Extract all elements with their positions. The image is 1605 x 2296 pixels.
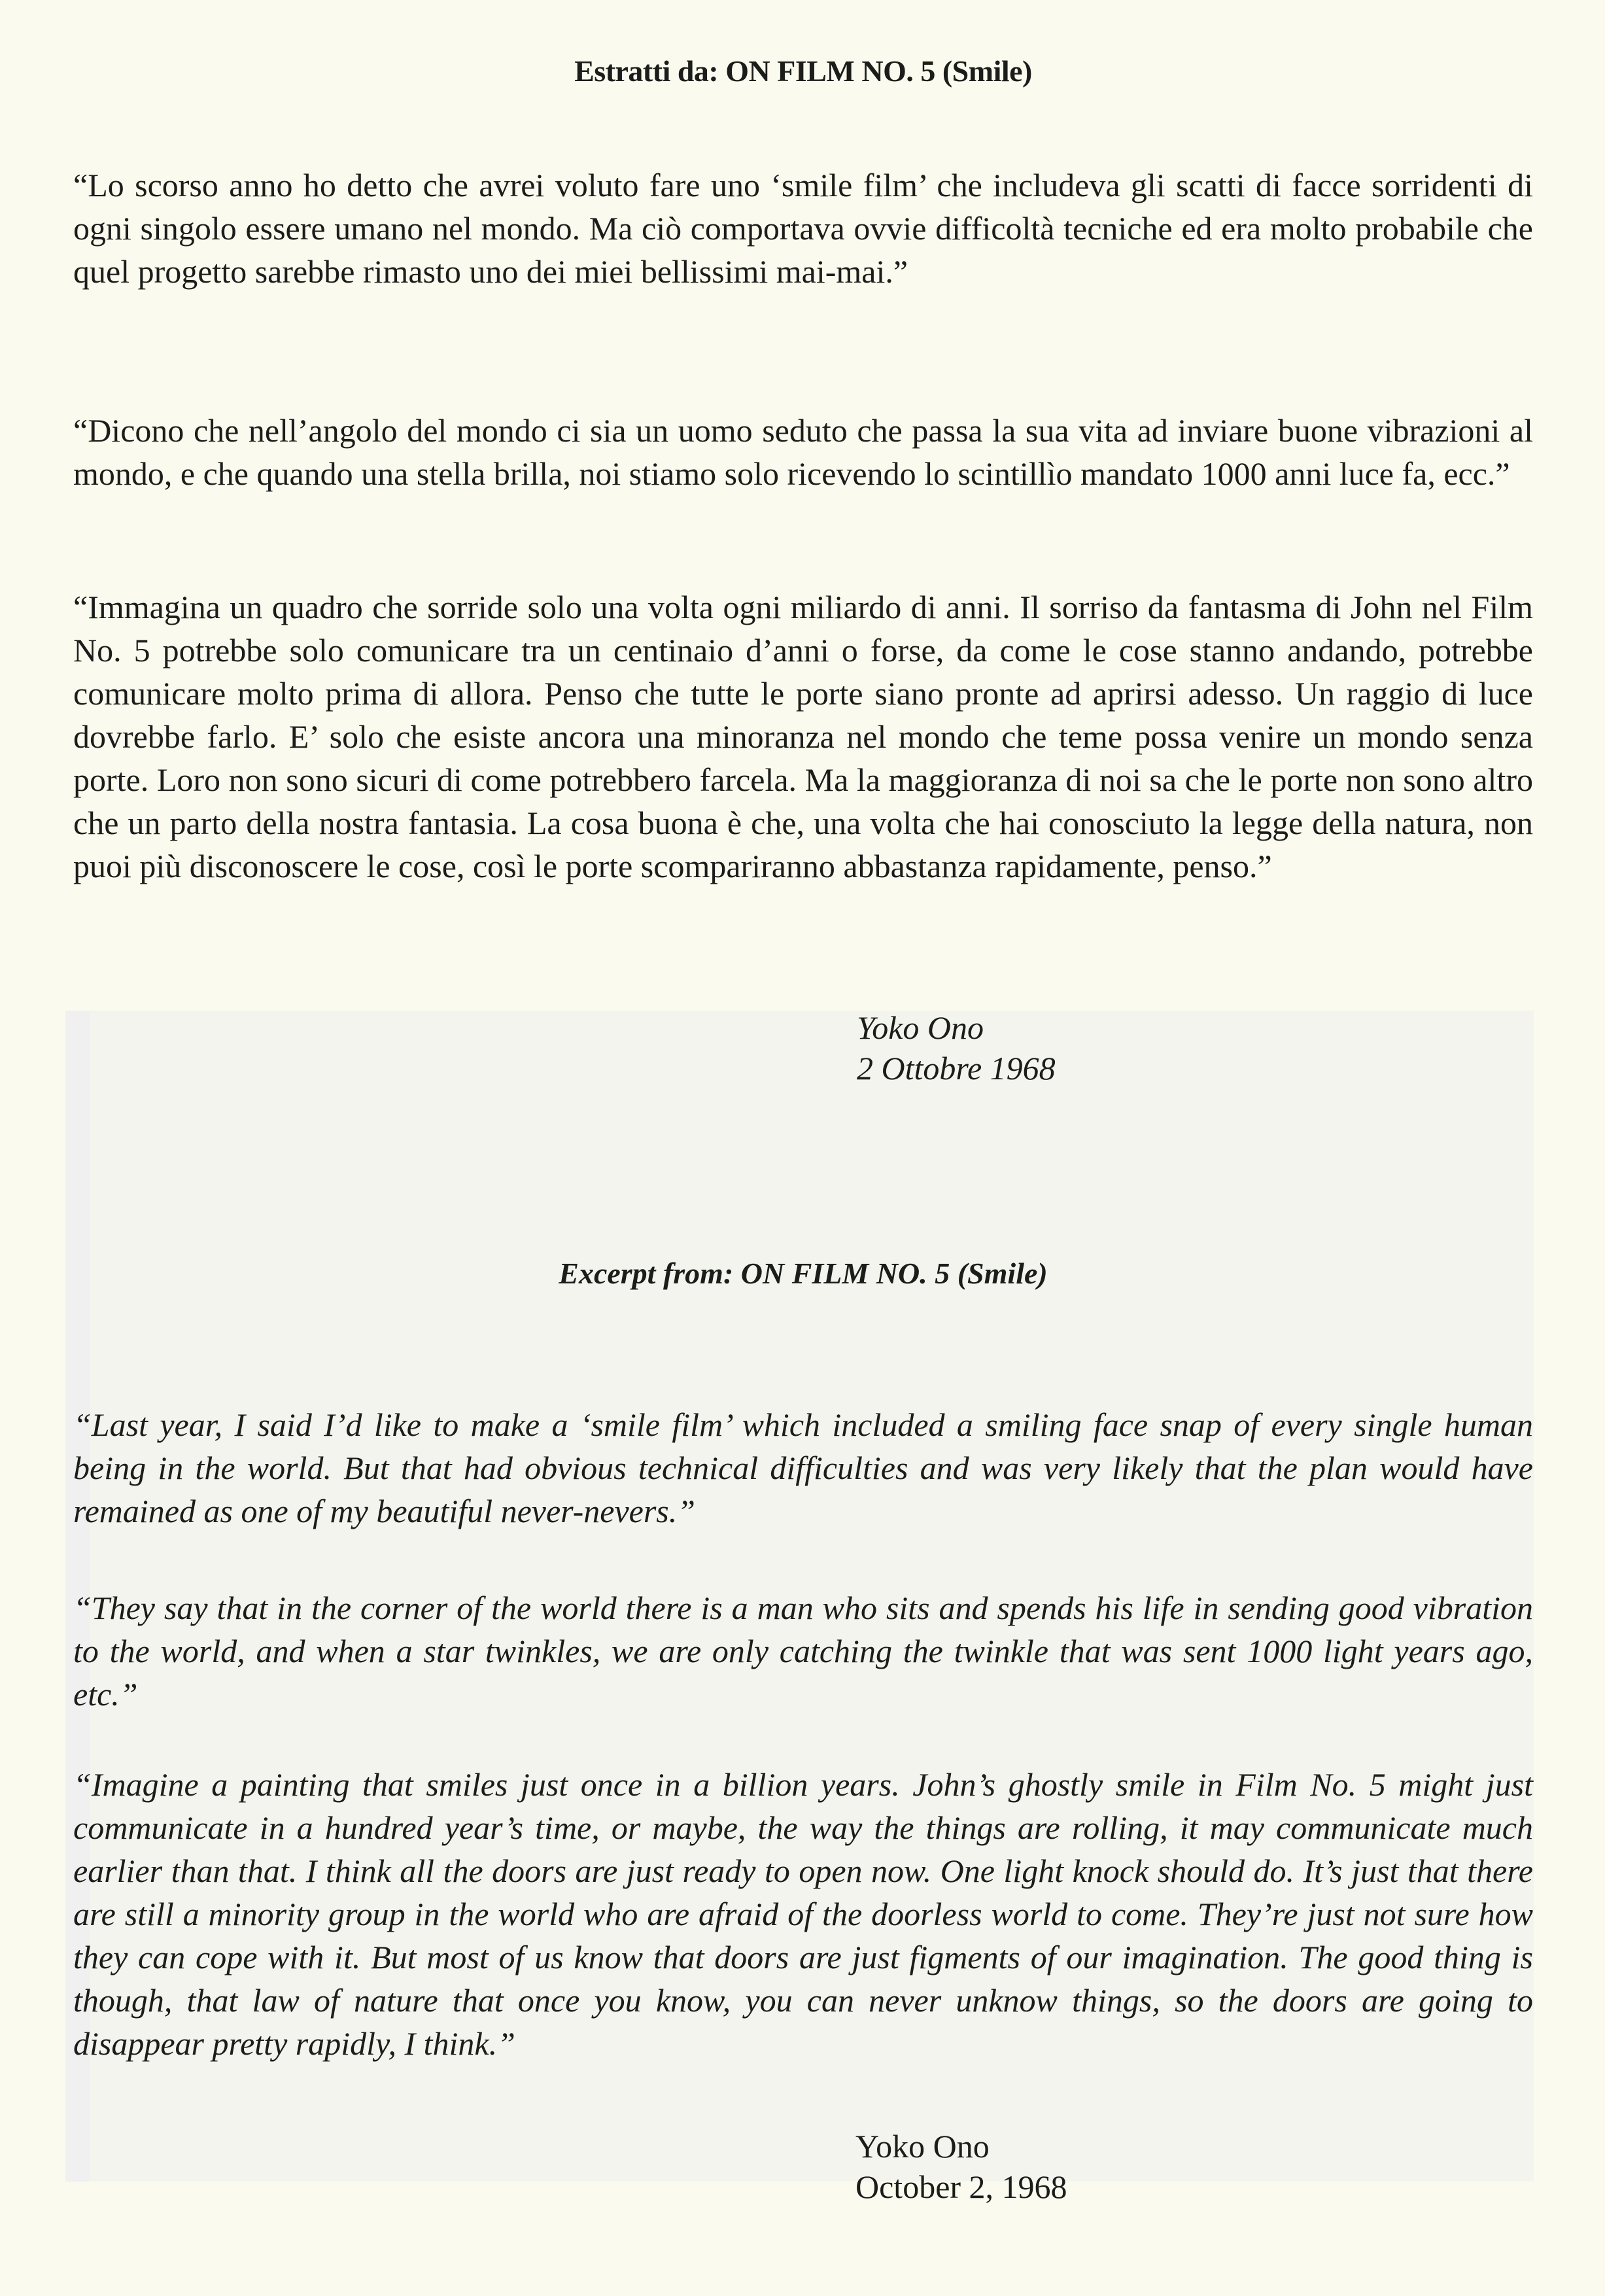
- italian-signature: [857, 1007, 1056, 1088]
- english-signature: [855, 2126, 1067, 2207]
- italian-paragraph-2: “Dicono che nell’angolo del mondo ci sia un uomo seduto che passa la sua vita ad inviare buone vibrazioni al mondo, e che quando una stella brilla, noi stiamo solo ricevendo lo scintillìo mandato 1000 anni luce fa, ecc.”: [73, 412, 1533, 492]
- english-paragraph-1: “Last year, I said I’d like to make a ‘smile film’ which included a smiling face snap of every single human being in the world. But that had obvious technical difficulties and was very likely that the plan would have remained as one of my beautiful never-nevers.”: [73, 1406, 1533, 1529]
- english-heading: Excerpt from: ON FILM NO. 5 (Smile): [559, 1257, 1048, 1290]
- italian-paragraph-3: “Immagina un quadro che sorride solo una volta ogni miliardo di anni. Il sorriso da fantasma di John nel Film No. 5 potrebbe solo comunicare tra un centinaio d’anni o forse, da come le cose stanno andando, potrebbe comunicare molto prima di allora. Penso che tutte le porte siano pronte ad aprirsi adesso. Un raggio di luce dovrebbe farlo. E’ solo che esiste ancora una minoranza nel mondo che teme possa venire un mondo senza porte. Loro non sono sicuri di come potrebbero farcela. Ma la maggioranza di noi sa che le porte non sono altro che un parto della nostra fantasia. La cosa buona è che, una volta che hai conosciuto la legge della natura, non puoi più disconoscere le cose, così le porte scompariranno abbastanza rapidamente, penso.”: [73, 589, 1533, 884]
- english-paragraph-3: “Imagine a painting that smiles just once in a billion years. John’s ghostly smile in Film No. 5 might just communicate in a hundred year’s time, or maybe, the way the things are rolling, it may communicate much earlier than that. I think all the doors are just ready to open now. One light knock should do. It’s just that there are still a minority group in the world who are afraid of the doorless world to come. They’re just not sure how they can cope with it. But most of us know that doors are just figments of our imagination. The good thing is though, that law of nature that once you know, you can never unknow things, so the doors are going to disappear pretty rapidly, I think.”: [73, 1766, 1533, 2062]
- english-signature-author: Yoko Ono: [855, 2128, 990, 2165]
- italian-heading: Estratti da: ON FILM NO. 5 (Smile): [574, 54, 1032, 88]
- english-paragraph-2: “They say that in the corner of the world there is a man who sits and spends his life in sending good vibration to the world, and when a star twinkles, we are only catching the twinkle that was sent 1000 light years ago, etc.”: [73, 1590, 1533, 1713]
- italian-signature-author: Yoko Ono: [857, 1009, 984, 1046]
- italian-paragraph-1: “Lo scorso anno ho detto che avrei voluto fare uno ‘smile film’ che includeva gli scatti di facce sorridenti di ogni singolo essere umano nel mondo. Ma ciò comportava ovvie difficoltà tecniche ed era molto probabile che quel progetto sarebbe rimasto uno dei miei bellissimi mai-mai.”: [73, 167, 1533, 290]
- english-signature-date: October 2, 1968: [855, 2168, 1067, 2205]
- italian-signature-date: 2 Ottobre 1968: [857, 1050, 1056, 1087]
